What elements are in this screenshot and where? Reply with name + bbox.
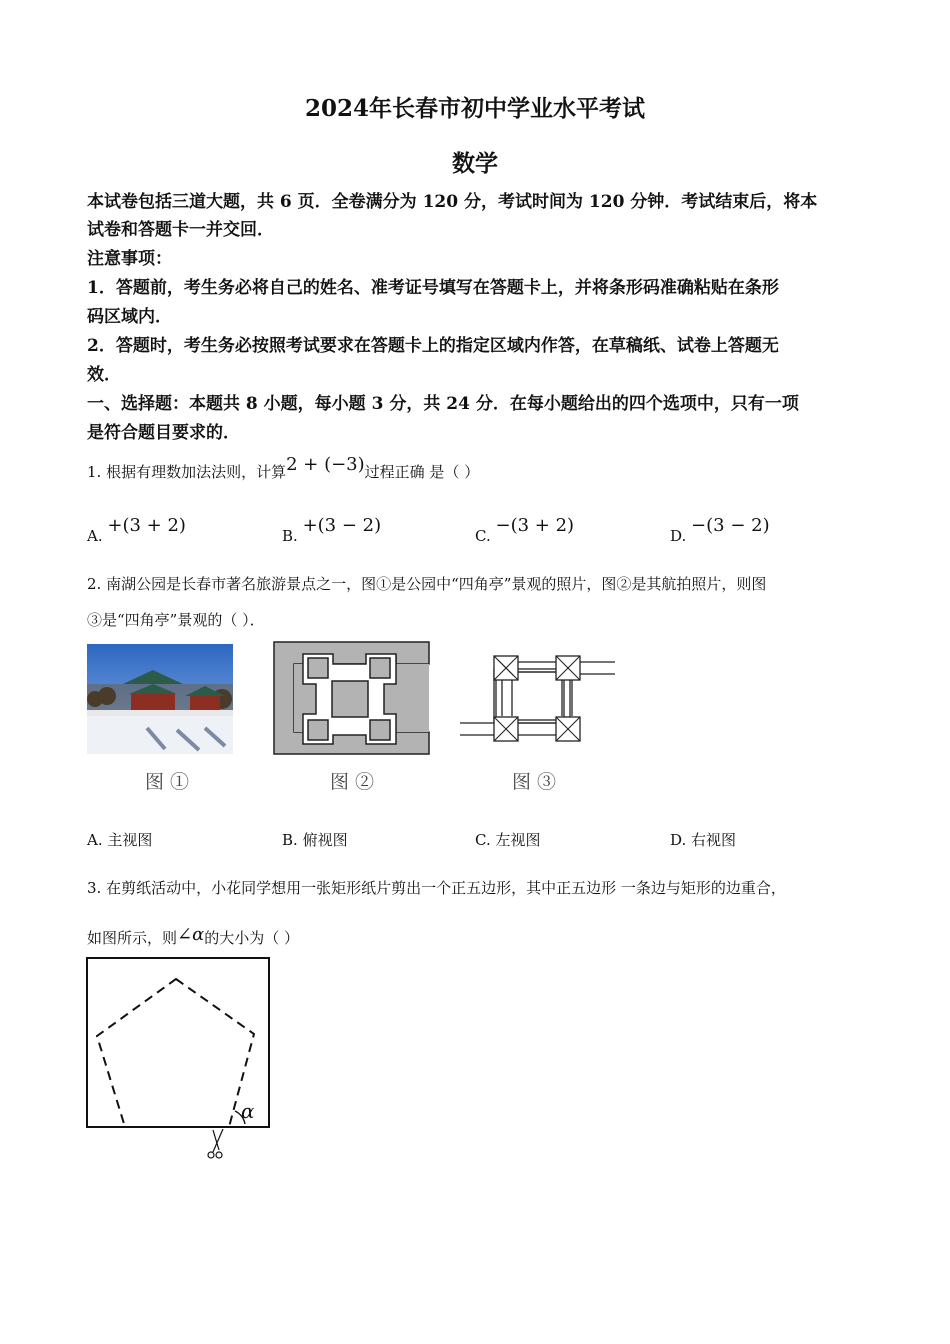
note-2-line-2: 效． [87, 365, 121, 385]
q3-pentagon-figure [85, 956, 275, 1166]
option-letter: C. [475, 831, 491, 849]
q3-angle-symbol: ∠α [177, 924, 205, 945]
option-expression: +(3 − 2) [302, 515, 382, 536]
option-text: 俯视图 [302, 831, 348, 849]
q3-line-2-suffix: 的大小为（ ） [204, 929, 300, 947]
note-2-line-1: 2．答题时，考生务必按照考试要求在答题卡上的指定区域内作答，在草稿纸、试卷上答题无 [87, 336, 779, 356]
figure-3-drawing [460, 650, 620, 750]
notes-title: 注意事项： [87, 249, 172, 269]
option-text: 主视图 [107, 831, 153, 849]
q2-option-a[interactable] [87, 829, 152, 850]
figure-1-caption: 图 ① [145, 771, 190, 793]
note-1-line-1: 1．答题前，考生务必将自己的姓名、准考证号填写在答题卡上，并将条形码准确粘贴在条形 [87, 278, 779, 298]
pentagon-outline [97, 979, 254, 1127]
q3-line-2-prefix: 如图所示，则 [87, 929, 178, 947]
q1-option-d[interactable] [670, 515, 770, 545]
q1-option-b[interactable] [282, 515, 382, 545]
option-letter: B. [282, 527, 298, 545]
exam-title: 2024年长春市初中学业水平考试 [304, 95, 645, 122]
note-1-line-2: 码区域内． [87, 307, 172, 327]
q2-option-b[interactable] [282, 829, 348, 850]
option-letter: D. [670, 831, 687, 849]
option-letter: D. [670, 527, 687, 545]
option-letter: C. [475, 527, 491, 545]
q2-option-d[interactable] [670, 829, 736, 850]
figure-1-photo [87, 644, 233, 754]
q2-line-2: ③是“四角亭”景观的（ ）． [87, 611, 265, 629]
option-letter: B. [282, 831, 298, 849]
q1-option-c[interactable] [475, 515, 575, 545]
figure-2-caption: 图 ② [330, 771, 375, 793]
question-1 [87, 454, 877, 484]
intro-line-1: 本试卷包括三道大题，共 6 页．全卷满分为 120 分，考试时间为 120 分钟．考试结束后，将本 [87, 192, 818, 212]
option-expression: +(3 + 2) [107, 515, 186, 536]
option-expression: −(3 − 2) [691, 515, 770, 536]
q3-line-2 [87, 926, 877, 950]
intro-line-2: 试卷和答题卡一并交回． [87, 220, 274, 240]
section-line-1: 一、选择题：本题共 8 小题，每小题 3 分，共 24 分．在每小题给出的四个选项中，只有一项 [87, 394, 799, 414]
option-letter: A. [87, 831, 103, 849]
q1-prefix: 1. 根据有理数加法法则，计算 [87, 463, 287, 481]
scissors-icon [208, 1129, 223, 1158]
q2-line-1: 2. 南湖公园是长春市著名旅游景点之一，图①是公园中“四角亭”景观的照片，图②是其航拍照片，则图 [87, 575, 767, 593]
q1-expression: 2 + (−3) [286, 454, 365, 475]
subject-title: 数学 [452, 150, 498, 177]
figure-3-caption: 图 ③ [512, 771, 557, 793]
q1-suffix: 过程正确 是（ ） [364, 463, 480, 481]
section-line-2: 是符合题目要求的． [87, 423, 240, 443]
option-text: 左视图 [495, 831, 541, 849]
option-letter: A. [87, 527, 103, 545]
q2-option-c[interactable] [475, 829, 541, 850]
figure-2-aerial [272, 640, 432, 756]
q1-option-a[interactable] [87, 515, 186, 545]
q3-line-1: 3. 在剪纸活动中，小花同学想用一张矩形纸片剪出一个正五边形，其中正五边形 一条边与矩形的边重合， [87, 879, 786, 897]
angle-alpha-label: α [241, 1099, 255, 1123]
option-text: 右视图 [691, 831, 737, 849]
option-expression: −(3 + 2) [495, 515, 575, 536]
